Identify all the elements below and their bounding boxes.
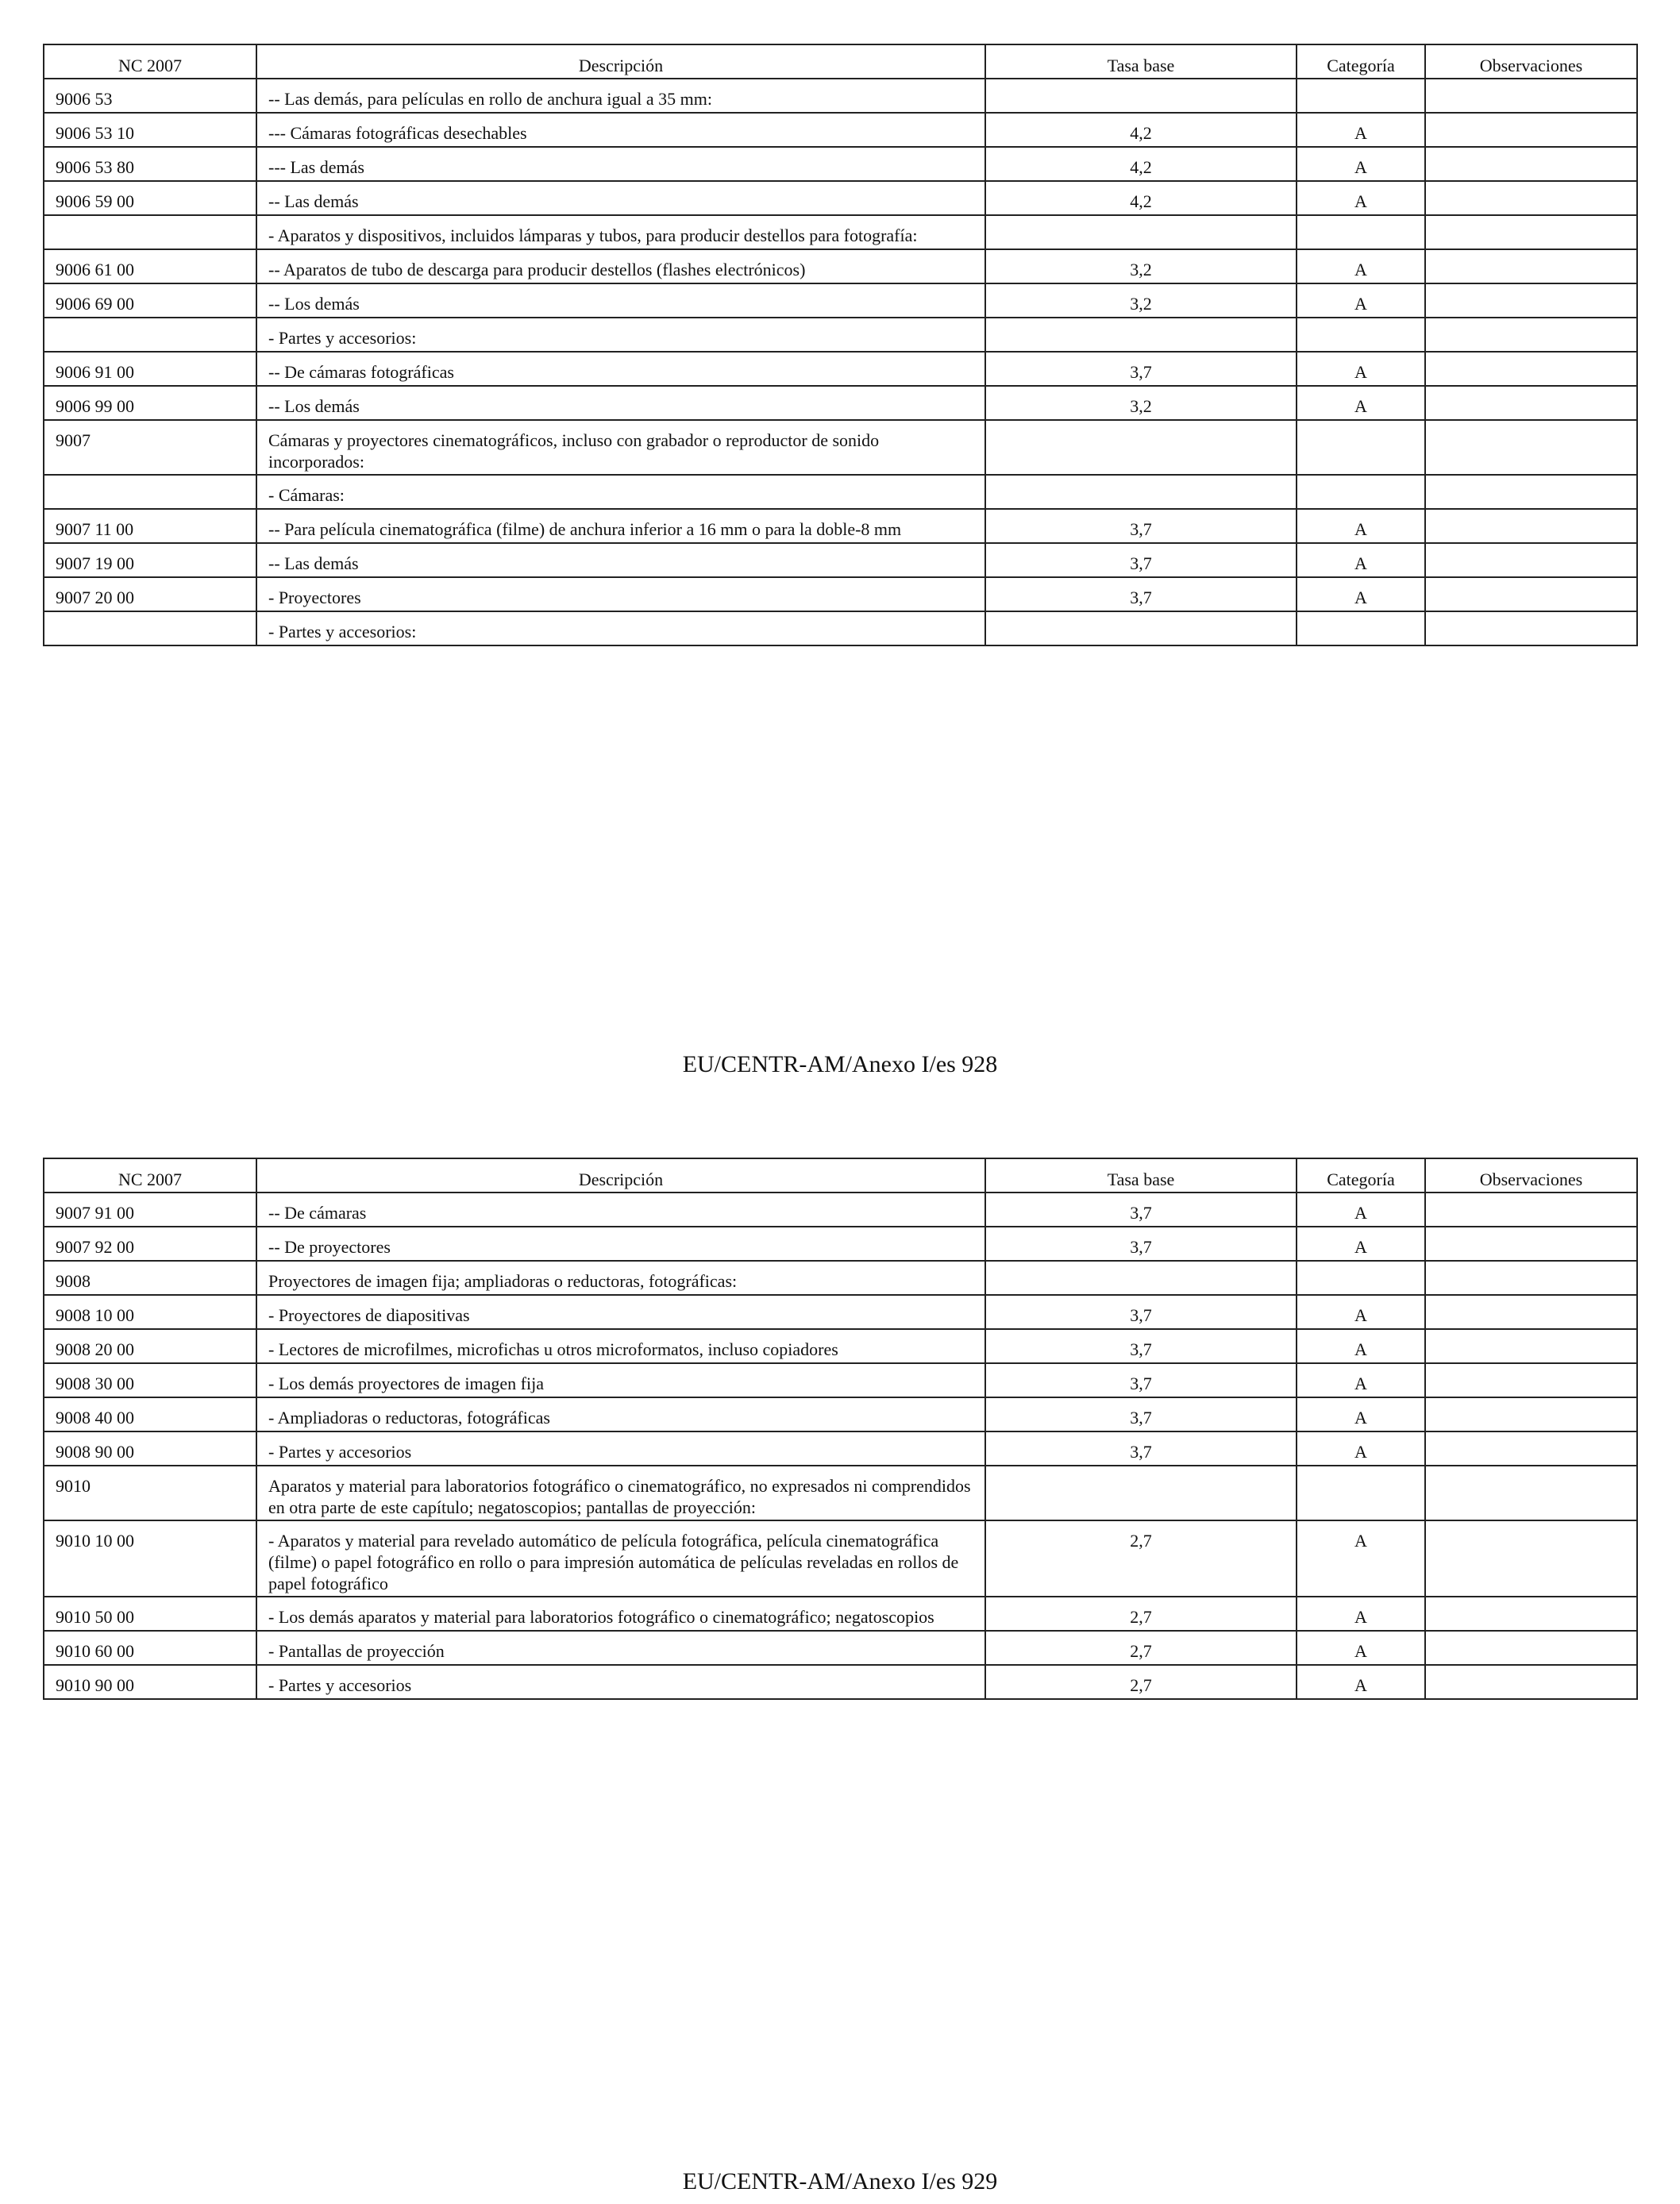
cell-categoria [1297,611,1425,645]
cell-observaciones [1425,1329,1637,1363]
cell-nc-code: 9006 61 00 [44,249,256,283]
table-row [44,1597,1637,1631]
cell-tasa-base [985,1466,1297,1520]
cell-categoria: A [1297,1227,1425,1261]
cell-description: - Aparatos y material para revelado automático de película fotográfica, película cinematográfica (filme) o papel fotográfico en rollo o para impresión automática de películas reveladas en rollos de papel fotográfico [256,1520,985,1597]
table-row [44,1631,1637,1665]
page-footer-928: EU/CENTR-AM/Anexo I/es 928 [682,1051,998,1077]
cell-observaciones [1425,1665,1637,1699]
cell-tasa-base [985,215,1297,249]
cell-categoria: A [1297,1431,1425,1466]
cell-nc-code [44,215,256,249]
header-observaciones: Observaciones [1425,1158,1637,1193]
cell-tasa-base: 3,2 [985,249,1297,283]
header-nc-2007: NC 2007 [44,1158,256,1193]
cell-categoria: A [1297,1363,1425,1397]
table-row [44,420,1637,475]
cell-categoria: A [1297,249,1425,283]
header-categoria: Categoría [1297,44,1425,79]
cell-description: - Partes y accesorios [256,1431,985,1466]
cell-description: - Los demás proyectores de imagen fija [256,1363,985,1397]
cell-nc-code: 9008 [44,1261,256,1295]
cell-nc-code: 9007 92 00 [44,1227,256,1261]
cell-nc-code: 9010 [44,1466,256,1520]
cell-description: --- Cámaras fotográficas desechables [256,113,985,147]
table-row [44,475,1637,509]
cell-observaciones [1425,249,1637,283]
cell-description: - Partes y accesorios: [256,318,985,352]
cell-tasa-base: 3,7 [985,1363,1297,1397]
cell-description: - Cámaras: [256,475,985,509]
table-row [44,1193,1637,1227]
cell-description: -- Las demás [256,181,985,215]
cell-description: - Lectores de microfilmes, microfichas u otros microformatos, incluso copiadores [256,1329,985,1363]
cell-observaciones [1425,1295,1637,1329]
cell-nc-code: 9010 10 00 [44,1520,256,1597]
table-row [44,1466,1637,1520]
cell-description: Cámaras y proyectores cinematográficos, incluso con grabador o reproductor de sonido incorporados: [256,420,985,475]
table-header-row [44,44,1637,79]
cell-nc-code: 9007 [44,420,256,475]
table-row [44,386,1637,420]
cell-categoria: A [1297,1295,1425,1329]
cell-observaciones [1425,1597,1637,1631]
cell-observaciones [1425,1520,1637,1597]
cell-observaciones [1425,352,1637,386]
cell-description: -- Las demás, para películas en rollo de anchura igual a 35 mm: [256,79,985,113]
cell-description: - Pantallas de proyección [256,1631,985,1665]
cell-categoria: A [1297,1520,1425,1597]
cell-observaciones [1425,1631,1637,1665]
cell-tasa-base: 4,2 [985,181,1297,215]
cell-tasa-base [985,1261,1297,1295]
cell-nc-code: 9010 60 00 [44,1631,256,1665]
cell-description: -- De proyectores [256,1227,985,1261]
cell-description: Proyectores de imagen fija; ampliadoras o reductoras, fotográficas: [256,1261,985,1295]
cell-nc-code: 9008 90 00 [44,1431,256,1466]
cell-categoria: A [1297,147,1425,181]
table-row [44,147,1637,181]
header-descripcion: Descripción [256,44,985,79]
cell-nc-code: 9010 90 00 [44,1665,256,1699]
table-row [44,1397,1637,1431]
tariff-table-page-929 [43,1158,1638,1700]
cell-observaciones [1425,386,1637,420]
cell-observaciones [1425,543,1637,577]
cell-nc-code: 9010 50 00 [44,1597,256,1631]
cell-categoria [1297,1466,1425,1520]
cell-tasa-base [985,611,1297,645]
cell-categoria: A [1297,1597,1425,1631]
cell-observaciones [1425,475,1637,509]
cell-nc-code [44,611,256,645]
table-row [44,577,1637,611]
table-row [44,1295,1637,1329]
cell-categoria: A [1297,283,1425,318]
cell-observaciones [1425,611,1637,645]
cell-tasa-base: 3,2 [985,386,1297,420]
cell-categoria: A [1297,113,1425,147]
cell-tasa-base: 3,7 [985,352,1297,386]
cell-observaciones [1425,1261,1637,1295]
header-categoria: Categoría [1297,1158,1425,1193]
cell-categoria: A [1297,543,1425,577]
cell-nc-code: 9006 91 00 [44,352,256,386]
cell-observaciones [1425,283,1637,318]
cell-categoria: A [1297,1397,1425,1431]
cell-tasa-base: 3,7 [985,1295,1297,1329]
cell-nc-code [44,475,256,509]
cell-categoria: A [1297,352,1425,386]
cell-nc-code: 9006 59 00 [44,181,256,215]
table-row [44,79,1637,113]
cell-nc-code: 9008 40 00 [44,1397,256,1431]
cell-nc-code: 9007 11 00 [44,509,256,543]
cell-tasa-base [985,79,1297,113]
cell-nc-code: 9008 10 00 [44,1295,256,1329]
cell-categoria: A [1297,509,1425,543]
cell-observaciones [1425,509,1637,543]
cell-observaciones [1425,1431,1637,1466]
cell-tasa-base [985,475,1297,509]
cell-observaciones [1425,1397,1637,1431]
cell-categoria [1297,215,1425,249]
table-row [44,1665,1637,1699]
cell-tasa-base [985,318,1297,352]
table-row [44,283,1637,318]
cell-nc-code: 9006 53 10 [44,113,256,147]
cell-description: -- Los demás [256,283,985,318]
cell-nc-code [44,318,256,352]
cell-description: - Ampliadoras o reductoras, fotográficas [256,1397,985,1431]
table-row [44,509,1637,543]
cell-tasa-base: 3,2 [985,283,1297,318]
cell-tasa-base: 3,7 [985,1193,1297,1227]
cell-tasa-base: 2,7 [985,1520,1297,1597]
table-row [44,611,1637,645]
cell-tasa-base: 3,7 [985,1397,1297,1431]
cell-tasa-base: 3,7 [985,1329,1297,1363]
cell-categoria: A [1297,1193,1425,1227]
cell-tasa-base: 3,7 [985,1431,1297,1466]
cell-nc-code: 9006 69 00 [44,283,256,318]
cell-description: - Partes y accesorios: [256,611,985,645]
cell-categoria [1297,79,1425,113]
table-row [44,181,1637,215]
table-row [44,1363,1637,1397]
cell-categoria [1297,420,1425,475]
cell-observaciones [1425,318,1637,352]
cell-tasa-base: 2,7 [985,1597,1297,1631]
header-tasa-base: Tasa base [985,44,1297,79]
cell-observaciones [1425,147,1637,181]
cell-observaciones [1425,420,1637,475]
cell-categoria: A [1297,577,1425,611]
cell-categoria: A [1297,1665,1425,1699]
cell-observaciones [1425,79,1637,113]
tariff-table-page-928 [43,44,1638,646]
cell-description: -- Los demás [256,386,985,420]
cell-description: -- De cámaras [256,1193,985,1227]
cell-tasa-base: 3,7 [985,509,1297,543]
cell-observaciones [1425,181,1637,215]
cell-nc-code: 9006 99 00 [44,386,256,420]
cell-tasa-base [985,420,1297,475]
cell-tasa-base: 3,7 [985,1227,1297,1261]
cell-nc-code: 9007 20 00 [44,577,256,611]
cell-description: -- Aparatos de tubo de descarga para producir destellos (flashes electrónicos) [256,249,985,283]
cell-tasa-base: 4,2 [985,147,1297,181]
table-row [44,1227,1637,1261]
cell-description: -- Las demás [256,543,985,577]
header-tasa-base: Tasa base [985,1158,1297,1193]
cell-categoria [1297,1261,1425,1295]
cell-tasa-base: 3,7 [985,543,1297,577]
cell-description: - Los demás aparatos y material para laboratorios fotográfico o cinematográfico; negatoscopios [256,1597,985,1631]
cell-description: - Aparatos y dispositivos, incluidos lámparas y tubos, para producir destellos para fotografía: [256,215,985,249]
cell-description: Aparatos y material para laboratorios fotográfico o cinematográfico, no expresados ni comprendidos en otra parte de este capítulo; negatoscopios; pantallas de proyección: [256,1466,985,1520]
cell-description: -- Para película cinematográfica (filme) de anchura inferior a 16 mm o para la doble-8 mm [256,509,985,543]
cell-observaciones [1425,1363,1637,1397]
cell-observaciones [1425,215,1637,249]
cell-nc-code: 9008 20 00 [44,1329,256,1363]
table-row [44,1431,1637,1466]
page-footer-929: EU/CENTR-AM/Anexo I/es 929 [682,2168,998,2194]
table-row [44,543,1637,577]
cell-categoria: A [1297,386,1425,420]
table-row [44,352,1637,386]
table-header-row [44,1158,1637,1193]
header-nc-2007: NC 2007 [44,44,256,79]
cell-description: --- Las demás [256,147,985,181]
cell-nc-code: 9007 19 00 [44,543,256,577]
cell-description: -- De cámaras fotográficas [256,352,985,386]
cell-nc-code: 9006 53 [44,79,256,113]
cell-nc-code: 9007 91 00 [44,1193,256,1227]
cell-tasa-base: 2,7 [985,1665,1297,1699]
cell-categoria: A [1297,181,1425,215]
cell-observaciones [1425,1466,1637,1520]
cell-nc-code: 9008 30 00 [44,1363,256,1397]
cell-categoria [1297,318,1425,352]
table-row [44,113,1637,147]
cell-nc-code: 9006 53 80 [44,147,256,181]
cell-observaciones [1425,1227,1637,1261]
table-row [44,318,1637,352]
table-row [44,249,1637,283]
cell-categoria: A [1297,1631,1425,1665]
cell-description: - Proyectores de diapositivas [256,1295,985,1329]
table-row [44,215,1637,249]
header-descripcion: Descripción [256,1158,985,1193]
cell-observaciones [1425,1193,1637,1227]
cell-tasa-base: 3,7 [985,577,1297,611]
cell-tasa-base: 4,2 [985,113,1297,147]
cell-tasa-base: 2,7 [985,1631,1297,1665]
table-row [44,1261,1637,1295]
cell-observaciones [1425,113,1637,147]
table-row [44,1329,1637,1363]
cell-description: - Partes y accesorios [256,1665,985,1699]
header-observaciones: Observaciones [1425,44,1637,79]
cell-description: - Proyectores [256,577,985,611]
cell-observaciones [1425,577,1637,611]
table-row [44,1520,1637,1597]
cell-categoria: A [1297,1329,1425,1363]
cell-categoria [1297,475,1425,509]
